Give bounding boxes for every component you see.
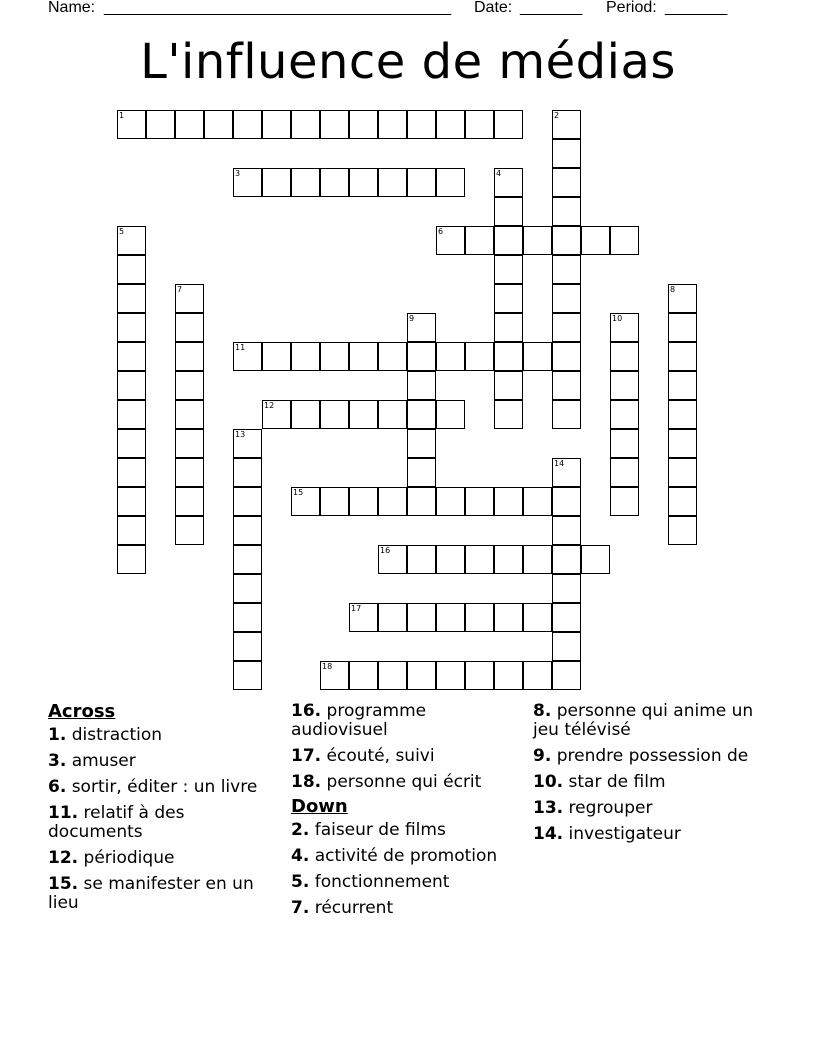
grid-cell[interactable] (494, 371, 523, 400)
grid-cell[interactable] (494, 342, 523, 371)
grid-cell[interactable] (320, 168, 349, 197)
grid-cell[interactable] (552, 574, 581, 603)
clue-number-label: 7 (177, 285, 183, 294)
grid-cell[interactable] (146, 110, 175, 139)
grid-cell[interactable] (291, 487, 320, 516)
grid-cell[interactable] (668, 371, 697, 400)
grid-cell[interactable] (436, 400, 465, 429)
clue-number-label: 5 (119, 227, 125, 236)
grid-cell[interactable] (117, 545, 146, 574)
grid-cell[interactable] (494, 603, 523, 632)
clue-number-label: 12 (264, 401, 275, 410)
clue-number-label: 18 (322, 662, 333, 671)
grid-cell[interactable] (552, 110, 581, 139)
grid-cell[interactable] (436, 342, 465, 371)
clue-text: amuser (71, 751, 136, 771)
name-blank[interactable]: _______________________________________ (104, 0, 452, 16)
grid-cell[interactable] (175, 284, 204, 313)
clue-down-7 (291, 899, 516, 918)
grid-cell[interactable] (233, 429, 262, 458)
grid-cell[interactable] (407, 545, 436, 574)
clue-across-17 (291, 747, 516, 766)
date-blank[interactable]: _______ (520, 0, 583, 16)
grid-cell[interactable] (494, 255, 523, 284)
clue-down-14 (533, 825, 758, 844)
grid-cell[interactable] (494, 661, 523, 690)
clue-number: 3. (48, 751, 67, 771)
grid-cell[interactable] (378, 342, 407, 371)
clue-number-label: 8 (670, 285, 676, 294)
clue-across-1 (48, 726, 273, 745)
grid-cell[interactable] (552, 342, 581, 371)
grid-cell[interactable] (436, 545, 465, 574)
grid-cell[interactable] (436, 110, 465, 139)
grid-cell[interactable] (262, 110, 291, 139)
grid-cell[interactable] (436, 661, 465, 690)
clue-text: se manifester en un lieu (48, 874, 254, 913)
grid-cell[interactable] (117, 110, 146, 139)
grid-cell[interactable] (552, 545, 581, 574)
grid-cell[interactable] (436, 603, 465, 632)
clue-text: prendre possession de (556, 746, 749, 766)
clue-down-10 (533, 773, 758, 792)
clue-text: star de film (568, 772, 666, 792)
clue-number-label: 16 (380, 546, 391, 555)
grid-cell[interactable] (610, 400, 639, 429)
grid-cell[interactable] (407, 400, 436, 429)
grid-cell[interactable] (552, 487, 581, 516)
grid-cell[interactable] (233, 661, 262, 690)
grid-cell[interactable] (610, 429, 639, 458)
grid-cell[interactable] (262, 168, 291, 197)
clue-number: 15. (48, 874, 79, 894)
grid-cell[interactable] (378, 487, 407, 516)
clue-across-12 (48, 849, 273, 868)
grid-cell[interactable] (552, 197, 581, 226)
grid-cell[interactable] (610, 342, 639, 371)
grid-cell[interactable] (465, 545, 494, 574)
grid-cell[interactable] (407, 458, 436, 487)
grid-cell[interactable] (320, 110, 349, 139)
grid-cell[interactable] (494, 226, 523, 255)
grid-cell[interactable] (552, 313, 581, 342)
grid-cell[interactable] (117, 226, 146, 255)
clue-number: 7. (291, 898, 310, 918)
grid-cell[interactable] (552, 458, 581, 487)
clue-number: 14. (533, 824, 564, 844)
grid-cell[interactable] (117, 313, 146, 342)
name-label: Name: (48, 0, 96, 16)
clue-text: personne qui écrit (326, 772, 482, 792)
grid-cell[interactable] (320, 661, 349, 690)
grid-cell[interactable] (581, 226, 610, 255)
clues-column-2 (291, 702, 516, 925)
clue-number-label: 2 (554, 111, 560, 120)
clue-text: faiseur de films (314, 820, 446, 840)
clue-across-6 (48, 778, 273, 797)
clue-number-label: 1 (119, 111, 125, 120)
grid-cell[interactable] (552, 516, 581, 545)
grid-cell[interactable] (407, 110, 436, 139)
grid-cell[interactable] (610, 371, 639, 400)
grid-cell[interactable] (668, 487, 697, 516)
grid-cell[interactable] (494, 168, 523, 197)
clue-text: sortir, éditer : un livre (71, 777, 258, 797)
grid-cell[interactable] (320, 487, 349, 516)
clue-number: 4. (291, 846, 310, 866)
clue-number-label: 11 (235, 343, 246, 352)
grid-cell[interactable] (523, 603, 552, 632)
clue-down-2 (291, 821, 516, 840)
down-heading: Down (291, 796, 348, 817)
grid-cell[interactable] (349, 603, 378, 632)
grid-cell[interactable] (610, 458, 639, 487)
grid-cell[interactable] (465, 226, 494, 255)
clue-across-3 (48, 752, 273, 771)
grid-cell[interactable] (552, 661, 581, 690)
clue-number: 18. (291, 772, 322, 792)
clue-down-9 (533, 747, 758, 766)
grid-cell[interactable] (436, 168, 465, 197)
grid-cell[interactable] (175, 487, 204, 516)
clue-text: investigateur (568, 824, 681, 844)
clue-number-label: 10 (612, 314, 623, 323)
grid-cell[interactable] (552, 168, 581, 197)
clue-number-label: 15 (293, 488, 304, 497)
grid-cell[interactable] (581, 545, 610, 574)
grid-cell[interactable] (349, 342, 378, 371)
clue-number: 13. (533, 798, 564, 818)
grid-cell[interactable] (175, 342, 204, 371)
grid-cell[interactable] (494, 110, 523, 139)
grid-cell[interactable] (407, 603, 436, 632)
grid-cell[interactable] (291, 110, 320, 139)
grid-cell[interactable] (610, 487, 639, 516)
grid-cell[interactable] (175, 429, 204, 458)
clue-number-label: 17 (351, 604, 362, 613)
grid-cell[interactable] (407, 429, 436, 458)
grid-cell[interactable] (523, 226, 552, 255)
grid-cell[interactable] (349, 400, 378, 429)
grid-cell[interactable] (117, 429, 146, 458)
grid-cell[interactable] (262, 342, 291, 371)
grid-cell[interactable] (668, 313, 697, 342)
grid-cell[interactable] (668, 516, 697, 545)
grid-cell[interactable] (320, 342, 349, 371)
across-heading: Across (48, 701, 116, 722)
grid-cell[interactable] (233, 545, 262, 574)
clue-across-16 (291, 702, 516, 740)
grid-cell[interactable] (175, 110, 204, 139)
grid-cell[interactable] (465, 661, 494, 690)
grid-cell[interactable] (117, 487, 146, 516)
grid-cell[interactable] (494, 284, 523, 313)
grid-cell[interactable] (523, 661, 552, 690)
grid-cell[interactable] (175, 458, 204, 487)
clue-number-label: 4 (496, 169, 502, 178)
clue-number-label: 6 (438, 227, 444, 236)
clue-number: 5. (291, 872, 310, 892)
grid-cell[interactable] (378, 603, 407, 632)
grid-cell[interactable] (320, 400, 349, 429)
grid-cell[interactable] (668, 458, 697, 487)
date-label: Date: (474, 0, 513, 16)
grid-cell[interactable] (378, 400, 407, 429)
grid-cell[interactable] (494, 313, 523, 342)
clue-number-label: 13 (235, 430, 246, 439)
grid-cell[interactable] (291, 342, 320, 371)
grid-cell[interactable] (436, 487, 465, 516)
clue-across-18 (291, 773, 516, 792)
clue-number-label: 9 (409, 314, 415, 323)
grid-cell[interactable] (552, 603, 581, 632)
grid-cell[interactable] (523, 545, 552, 574)
clue-text: périodique (83, 848, 175, 868)
grid-cell[interactable] (407, 371, 436, 400)
clue-text: programme audiovisuel (291, 701, 427, 740)
grid-cell[interactable] (552, 226, 581, 255)
grid-cell[interactable] (407, 487, 436, 516)
clue-across-11 (48, 804, 273, 842)
grid-cell[interactable] (668, 342, 697, 371)
clues-column-3 (533, 702, 758, 851)
grid-cell[interactable] (552, 284, 581, 313)
grid-cell[interactable] (378, 545, 407, 574)
grid-cell[interactable] (668, 429, 697, 458)
clue-number: 6. (48, 777, 67, 797)
grid-cell[interactable] (262, 400, 291, 429)
clue-text: regrouper (568, 798, 653, 818)
clue-number: 10. (533, 772, 564, 792)
grid-cell[interactable] (117, 342, 146, 371)
clue-number: 16. (291, 701, 322, 721)
grid-cell[interactable] (117, 400, 146, 429)
grid-cell[interactable] (465, 603, 494, 632)
grid-cell[interactable] (436, 226, 465, 255)
grid-cell[interactable] (233, 574, 262, 603)
clue-number-label: 14 (554, 459, 565, 468)
clue-across-15 (48, 875, 273, 913)
page-title: L'influence de médias (140, 34, 676, 90)
grid-cell[interactable] (668, 284, 697, 313)
grid-cell[interactable] (552, 371, 581, 400)
grid-cell[interactable] (233, 110, 262, 139)
grid-cell[interactable] (204, 110, 233, 139)
grid-cell[interactable] (233, 487, 262, 516)
grid-cell[interactable] (407, 661, 436, 690)
clue-down-8 (533, 702, 758, 740)
clue-number: 1. (48, 725, 67, 745)
clue-text: activité de promotion (314, 846, 498, 866)
clue-number: 11. (48, 803, 79, 823)
grid-cell[interactable] (610, 226, 639, 255)
grid-cell[interactable] (610, 313, 639, 342)
grid-cell[interactable] (552, 400, 581, 429)
clue-down-5 (291, 873, 516, 892)
clues-column-1 (48, 702, 273, 920)
clue-text: écouté, suivi (326, 746, 435, 766)
grid-cell[interactable] (523, 487, 552, 516)
grid-cell[interactable] (117, 255, 146, 284)
clue-text: récurrent (314, 898, 394, 918)
grid-cell[interactable] (291, 400, 320, 429)
clue-number: 17. (291, 746, 322, 766)
clue-down-4 (291, 847, 516, 866)
grid-cell[interactable] (175, 313, 204, 342)
grid-cell[interactable] (552, 255, 581, 284)
clue-number: 2. (291, 820, 310, 840)
grid-cell[interactable] (378, 661, 407, 690)
clue-text: fonctionnement (314, 872, 450, 892)
grid-cell[interactable] (233, 168, 262, 197)
clue-number: 8. (533, 701, 552, 721)
grid-cell[interactable] (349, 487, 378, 516)
clue-number-label: 3 (235, 169, 241, 178)
grid-cell[interactable] (349, 661, 378, 690)
grid-cell[interactable] (117, 458, 146, 487)
clue-number: 9. (533, 746, 552, 766)
grid-cell[interactable] (494, 545, 523, 574)
clue-text: relatif à des documents (48, 803, 185, 842)
clue-down-13 (533, 799, 758, 818)
clue-text: personne qui anime un jeu télévisé (533, 701, 754, 740)
grid-cell[interactable] (233, 603, 262, 632)
grid-cell[interactable] (494, 400, 523, 429)
clues-section (48, 702, 788, 1002)
grid-cell[interactable] (523, 342, 552, 371)
grid-cell[interactable] (349, 110, 378, 139)
grid-cell[interactable] (494, 197, 523, 226)
grid-cell[interactable] (175, 371, 204, 400)
grid-cell[interactable] (407, 168, 436, 197)
period-blank[interactable]: _______ (665, 0, 728, 16)
grid-cell[interactable] (465, 342, 494, 371)
grid-cell[interactable] (233, 516, 262, 545)
grid-cell[interactable] (175, 516, 204, 545)
grid-cell[interactable] (407, 342, 436, 371)
grid-cell[interactable] (552, 632, 581, 661)
grid-cell[interactable] (465, 110, 494, 139)
grid-cell[interactable] (668, 400, 697, 429)
clue-number: 12. (48, 848, 79, 868)
grid-cell[interactable] (378, 110, 407, 139)
grid-cell[interactable] (291, 168, 320, 197)
grid-cell[interactable] (378, 168, 407, 197)
grid-cell[interactable] (233, 458, 262, 487)
grid-cell[interactable] (233, 632, 262, 661)
grid-cell[interactable] (117, 284, 146, 313)
grid-cell[interactable] (349, 168, 378, 197)
grid-cell[interactable] (117, 371, 146, 400)
grid-cell[interactable] (175, 400, 204, 429)
period-label: Period: (606, 0, 657, 16)
grid-cell[interactable] (233, 342, 262, 371)
clue-text: distraction (71, 725, 163, 745)
grid-cell[interactable] (407, 313, 436, 342)
grid-cell[interactable] (552, 139, 581, 168)
grid-cell[interactable] (494, 487, 523, 516)
grid-cell[interactable] (117, 516, 146, 545)
grid-cell[interactable] (465, 487, 494, 516)
